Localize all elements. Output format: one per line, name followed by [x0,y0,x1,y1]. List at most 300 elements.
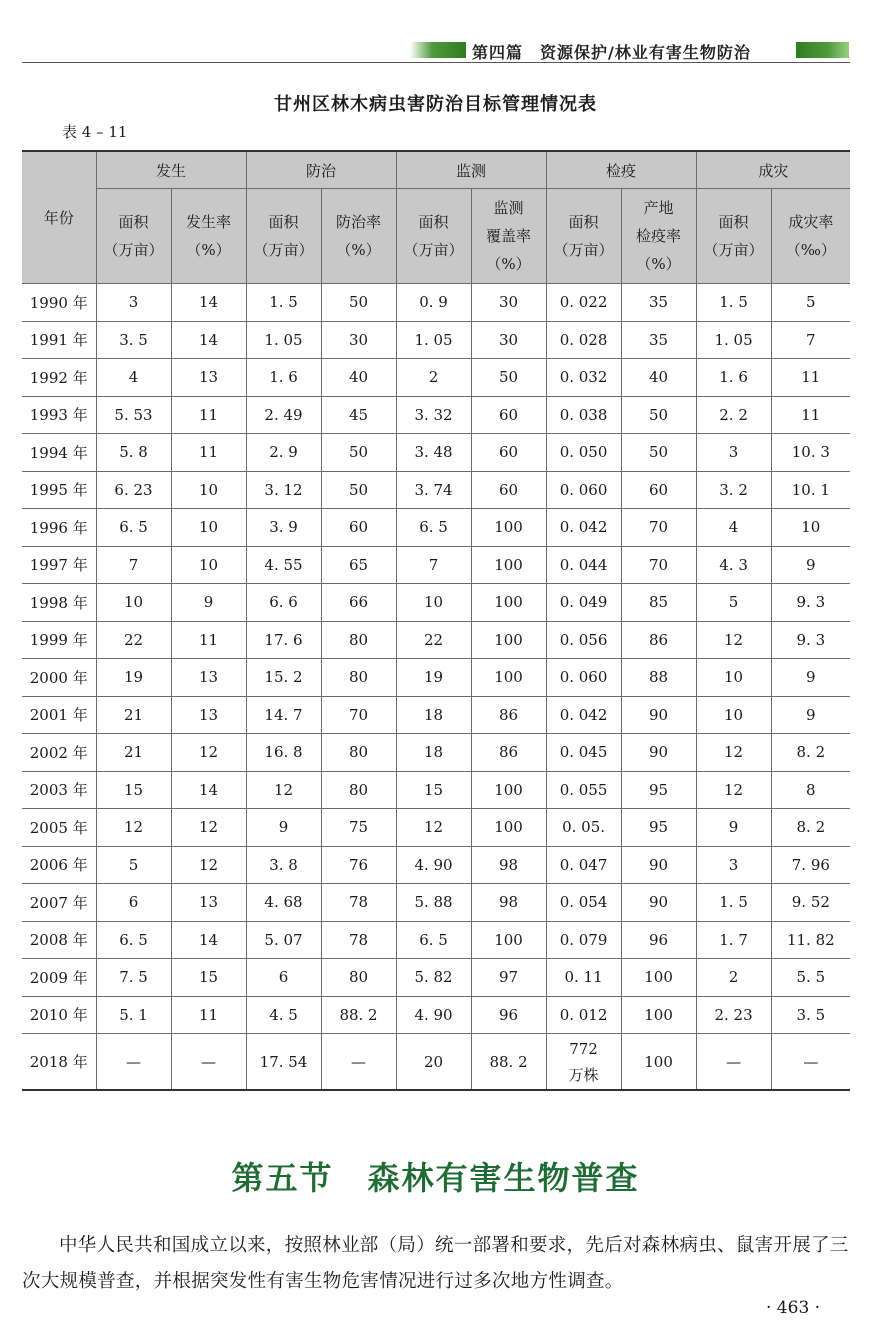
table-cell: 80 [321,734,396,772]
table-cell: 50 [321,471,396,509]
table-cell: 35 [621,284,696,322]
table-cell: 80 [321,659,396,697]
table-cell: 9 [696,809,771,847]
table-cell: 85 [621,584,696,622]
header-decor-bar-right [796,42,849,58]
table-cell: 4 [96,359,171,397]
table-cell: 0. 079 [546,921,621,959]
header-row-subcolumns [22,189,850,284]
table-cell: 40 [321,359,396,397]
subcolumn-header-line: （%） [636,255,681,273]
section-title: 第五节 森林有害生物普查 [231,1159,640,1197]
table-cell: 14 [171,771,246,809]
table-cell: 50 [321,434,396,472]
table-cell: 0. 047 [546,846,621,884]
subcolumn-header-line: 面积 [718,213,749,231]
table-cell: 30 [321,321,396,359]
table-cell: 3. 74 [396,471,471,509]
year-cell: 2006 年 [22,846,96,884]
subcolumn-header [171,189,246,284]
subcolumn-header [396,189,471,284]
table-cell: 16. 8 [246,734,321,772]
table-cell: 78 [321,884,396,922]
table-cell: 10. 3 [771,434,850,472]
table-cell: 10 [771,509,850,547]
table-cell: 8. 2 [771,734,850,772]
table-cell: 14 [171,284,246,322]
table-cell: 1. 6 [246,359,321,397]
table-cell: 3. 48 [396,434,471,472]
table-cell: 30 [471,321,546,359]
table-cell: 2 [396,359,471,397]
body-text [22,1228,854,1300]
table-cell: 1. 05 [396,321,471,359]
table-cell: 3. 8 [246,846,321,884]
table-cell: 0. 049 [546,584,621,622]
subcolumn-header-line: 面积 [568,213,599,231]
table-title: 甘州区林木病虫害防治目标管理情况表 [274,94,597,115]
table-cell: 1. 05 [696,321,771,359]
table-cell: 3. 9 [246,509,321,547]
subcolumn-header-line: 成灾率 [788,213,834,231]
year-cell: 1992 年 [22,359,96,397]
table-cell: 19 [396,659,471,697]
year-cell: 2001 年 [22,696,96,734]
table-cell: 0. 038 [546,396,621,434]
table-cell: 100 [471,546,546,584]
table-cell: 3 [696,434,771,472]
year-cell: 2010 年 [22,996,96,1034]
subcolumn-header-line: （万亩） [103,241,164,259]
table-cell: 90 [621,884,696,922]
year-cell: 2005 年 [22,809,96,847]
table-cell: 8. 2 [771,809,850,847]
table-cell: 4 [696,509,771,547]
table-cell: 21 [96,696,171,734]
table-cell: 5. 07 [246,921,321,959]
table-cell: 97 [471,959,546,997]
year-cell: 2007 年 [22,884,96,922]
table-cell: 70 [321,696,396,734]
table-cell: 4. 90 [396,996,471,1034]
table-cell: 5. 88 [396,884,471,922]
table-cell: 0. 054 [546,884,621,922]
table-cell: 18 [396,734,471,772]
table-cell: 86 [621,621,696,659]
table-cell: 3. 32 [396,396,471,434]
table-cell: 5. 5 [771,959,850,997]
table-cell: 3 [696,846,771,884]
table-row [22,734,850,772]
table-cell: 76 [321,846,396,884]
table-cell: 100 [471,584,546,622]
table-cell: 6 [96,884,171,922]
table-cell: 2 [696,959,771,997]
table-cell: 1. 5 [246,284,321,322]
table-cell: 10 [171,471,246,509]
table-cell: 88 [621,659,696,697]
table-cell: 2. 23 [696,996,771,1034]
table-row [22,359,850,397]
table-cell: 60 [471,434,546,472]
table-cell: 21 [96,734,171,772]
year-cell: 2002 年 [22,734,96,772]
table-cell: 12 [696,734,771,772]
table-cell: — [96,1034,171,1091]
table-cell: 4. 68 [246,884,321,922]
header-text: 第四篇 资源保护/林业有害生物防治 [472,43,751,62]
table-cell: 0. 05. [546,809,621,847]
table-cell: 35 [621,321,696,359]
header-row-groups [22,151,850,189]
table-cell: 6. 23 [96,471,171,509]
table-cell: 5. 53 [96,396,171,434]
table-cell: 18 [396,696,471,734]
table-cell: 30 [471,284,546,322]
table-cell: 100 [471,509,546,547]
table-cell: 0. 11 [546,959,621,997]
table-cell: 1. 6 [696,359,771,397]
table-row [22,996,850,1034]
table-cell: 95 [621,809,696,847]
table-cell: 60 [321,509,396,547]
table-cell: 7 [396,546,471,584]
table-cell: 11 [771,396,850,434]
table-cell: 2. 2 [696,396,771,434]
table-cell: 12 [96,809,171,847]
subcolumn-header-line: 面积 [418,213,449,231]
table-cell: 98 [471,846,546,884]
table-cell: 4. 90 [396,846,471,884]
table-cell: 7 [96,546,171,584]
table-row [22,809,850,847]
table-cell: 13 [171,696,246,734]
table-cell: 50 [471,359,546,397]
table-cell: 10. 1 [771,471,850,509]
table-cell: 1. 7 [696,921,771,959]
table-cell: 10 [696,659,771,697]
table-cell: 6. 5 [96,509,171,547]
table-cell: 15. 2 [246,659,321,697]
table-cell: — [321,1034,396,1091]
table-row [22,584,850,622]
year-cell: 1995 年 [22,471,96,509]
table-cell: 98 [471,884,546,922]
table-cell: 13 [171,659,246,697]
subcolumn-header-line: （万亩） [553,241,614,259]
header-rule [22,62,850,63]
table-cell: 60 [471,471,546,509]
table-cell: 19 [96,659,171,697]
table-cell: 15 [396,771,471,809]
year-cell: 2003 年 [22,771,96,809]
subcolumn-header-line: （万亩） [703,241,764,259]
subcolumn-header-line: （%） [186,241,231,259]
table-cell: 65 [321,546,396,584]
table-row [22,471,850,509]
table-cell: 11 [171,396,246,434]
table-cell: 100 [471,621,546,659]
year-cell: 2018 年 [22,1034,96,1091]
table-cell: 75 [321,809,396,847]
table-cell: 2. 49 [246,396,321,434]
table-cell: 3. 12 [246,471,321,509]
table-cell: 12 [696,771,771,809]
table-cell: 1. 5 [696,284,771,322]
table-cell: 0. 056 [546,621,621,659]
table-cell: 1. 05 [246,321,321,359]
table-cell: 6 [246,959,321,997]
year-cell: 1996 年 [22,509,96,547]
table-cell: 60 [621,471,696,509]
year-cell: 1997 年 [22,546,96,584]
table-body [22,284,850,1091]
table-cell: 11 [171,996,246,1034]
table-cell: 10 [696,696,771,734]
table-cell: 0. 050 [546,434,621,472]
table-row [22,284,850,322]
page-number: · 463 · [766,1298,821,1318]
subcolumn-header-line: 监测 [493,199,524,217]
table-cell: — [771,1034,850,1091]
subcolumn-header [96,189,171,284]
table-cell: 5. 8 [96,434,171,472]
table-cell: 12 [171,734,246,772]
table-cell: 17. 54 [246,1034,321,1091]
table-row [22,434,850,472]
table-cell: 88. 2 [471,1034,546,1091]
table-cell: 7 [771,321,850,359]
table-cell: 5 [771,284,850,322]
group-header: 监测 [396,151,546,189]
table-cell: 11 [771,359,850,397]
table-cell: 12 [696,621,771,659]
table-cell: 100 [621,959,696,997]
table-cell: 10 [396,584,471,622]
table-cell: 0. 045 [546,734,621,772]
table-cell: 11 [171,621,246,659]
table-cell: 6. 5 [396,921,471,959]
group-header: 检疫 [546,151,696,189]
table-cell: 11 [171,434,246,472]
table-cell: 15 [96,771,171,809]
table-cell: 13 [171,884,246,922]
table-cell: 772 万株 [546,1034,621,1091]
table-cell: 95 [621,771,696,809]
table-cell: 4. 5 [246,996,321,1034]
subcolumn-header-line: 发生率 [186,213,232,231]
table-row [22,659,850,697]
table-cell: 14. 7 [246,696,321,734]
table-row [22,1034,850,1091]
year-cell: 2000 年 [22,659,96,697]
table-row [22,621,850,659]
table-cell: 6. 5 [96,921,171,959]
group-header: 防治 [246,151,396,189]
table-row [22,396,850,434]
table-cell: 0. 060 [546,659,621,697]
table-cell: 2. 9 [246,434,321,472]
table-cell: 78 [321,921,396,959]
table-cell: 0. 012 [546,996,621,1034]
table-cell: 4. 55 [246,546,321,584]
table-cell: 66 [321,584,396,622]
subcolumn-header [471,189,546,284]
table-cell: 9 [771,659,850,697]
table-cell: 8 [771,771,850,809]
table-cell: 6. 6 [246,584,321,622]
table-cell: 0. 044 [546,546,621,584]
table-row [22,509,850,547]
year-header: 年份 [22,151,96,284]
table-cell: 90 [621,846,696,884]
table-cell: 60 [471,396,546,434]
year-cell: 2008 年 [22,921,96,959]
table-row [22,771,850,809]
table-cell: 80 [321,621,396,659]
table-cell: 9 [771,696,850,734]
subcolumn-header-line: （万亩） [403,241,464,259]
table-row [22,546,850,584]
table-cell: 5. 82 [396,959,471,997]
table-cell: 5 [96,846,171,884]
table-cell: — [696,1034,771,1091]
subcolumn-header-line: 产地 [643,199,674,217]
table-cell: 14 [171,921,246,959]
year-cell: 1993 年 [22,396,96,434]
table-row [22,959,850,997]
table-cell: — [171,1034,246,1091]
table-cell: 3. 2 [696,471,771,509]
subcolumn-header-line: （%） [486,255,531,273]
table-cell: 10 [171,509,246,547]
table-cell: 20 [396,1034,471,1091]
body-paragraph: 中华人民共和国成立以来，按照林业部（局）统一部署和要求，先后对森林病虫、鼠害开展了三次大规模普查，并根据突发性有害生物危害情况进行过多次地方性调查。 [22,1235,849,1292]
table-cell: 14 [171,321,246,359]
group-header: 发生 [96,151,246,189]
table-cell: 9. 3 [771,584,850,622]
table-number: 表 4 – 11 [62,123,128,141]
table-cell: 96 [621,921,696,959]
table-row [22,321,850,359]
table-cell: 4. 3 [696,546,771,584]
table-cell: 1. 5 [696,884,771,922]
table-cell: 86 [471,696,546,734]
table-cell: 7. 5 [96,959,171,997]
table-cell: 10 [171,546,246,584]
subcolumn-header-line: 面积 [268,213,299,231]
subcolumn-header [696,189,771,284]
table-cell: 70 [621,546,696,584]
table-cell: 70 [621,509,696,547]
table-cell: 0. 042 [546,696,621,734]
table-cell: 80 [321,771,396,809]
table-cell: 90 [621,696,696,734]
table-cell: 22 [396,621,471,659]
table-cell: 100 [621,1034,696,1091]
table-cell: 10 [96,584,171,622]
table-cell: 11. 82 [771,921,850,959]
table-cell: 3. 5 [771,996,850,1034]
table-cell: 100 [471,659,546,697]
table-cell: 0. 9 [396,284,471,322]
year-cell: 1994 年 [22,434,96,472]
subcolumn-header-line: 防治率 [336,213,382,231]
table-cell: 5. 1 [96,996,171,1034]
table-row [22,696,850,734]
year-cell: 1990 年 [22,284,96,322]
subcolumn-header [246,189,321,284]
table-cell: 3 [96,284,171,322]
table-cell: 0. 032 [546,359,621,397]
table-cell: 45 [321,396,396,434]
table-cell: 22 [96,621,171,659]
table-cell: 100 [471,809,546,847]
table-cell: 6. 5 [396,509,471,547]
table-cell: 50 [621,396,696,434]
table-cell: 12 [171,846,246,884]
table-cell: 40 [621,359,696,397]
group-header: 成灾 [696,151,850,189]
table-cell: 13 [171,359,246,397]
table-cell: 50 [321,284,396,322]
subcolumn-header [621,189,696,284]
table-cell: 5 [696,584,771,622]
subcolumn-header-line: 覆盖率 [486,227,532,245]
subcolumn-header [546,189,621,284]
table-cell: 100 [471,921,546,959]
table-cell: 0. 028 [546,321,621,359]
subcolumn-header [771,189,850,284]
table-cell: 0. 055 [546,771,621,809]
table-cell: 90 [621,734,696,772]
running-header [0,40,871,62]
subcolumn-header-line: 检疫率 [636,227,682,245]
table-cell: 7. 96 [771,846,850,884]
table-cell: 0. 022 [546,284,621,322]
year-cell: 1999 年 [22,621,96,659]
table-cell: 12 [246,771,321,809]
table-cell: 17. 6 [246,621,321,659]
table-row [22,921,850,959]
table-cell: 9. 3 [771,621,850,659]
table-cell: 96 [471,996,546,1034]
table-cell: 0. 060 [546,471,621,509]
table-cell: 80 [321,959,396,997]
table-cell: 100 [471,771,546,809]
subcolumn-header-line: （万亩） [253,241,314,259]
pest-control-table [22,150,850,1091]
table-cell: 12 [396,809,471,847]
table-cell: 0. 042 [546,509,621,547]
subcolumn-header-line: 面积 [118,213,149,231]
table-cell: 9 [171,584,246,622]
subcolumn-header [321,189,396,284]
table-cell: 9. 52 [771,884,850,922]
year-cell: 1991 年 [22,321,96,359]
header-decor-bar-left [410,42,466,58]
subcolumn-header-line: （‰） [785,241,836,259]
table-cell: 9 [771,546,850,584]
table-row [22,846,850,884]
table-cell: 15 [171,959,246,997]
table-cell: 100 [621,996,696,1034]
table-cell: 9 [246,809,321,847]
table-cell: 12 [171,809,246,847]
table-row [22,884,850,922]
table-cell: 86 [471,734,546,772]
table-cell: 88. 2 [321,996,396,1034]
